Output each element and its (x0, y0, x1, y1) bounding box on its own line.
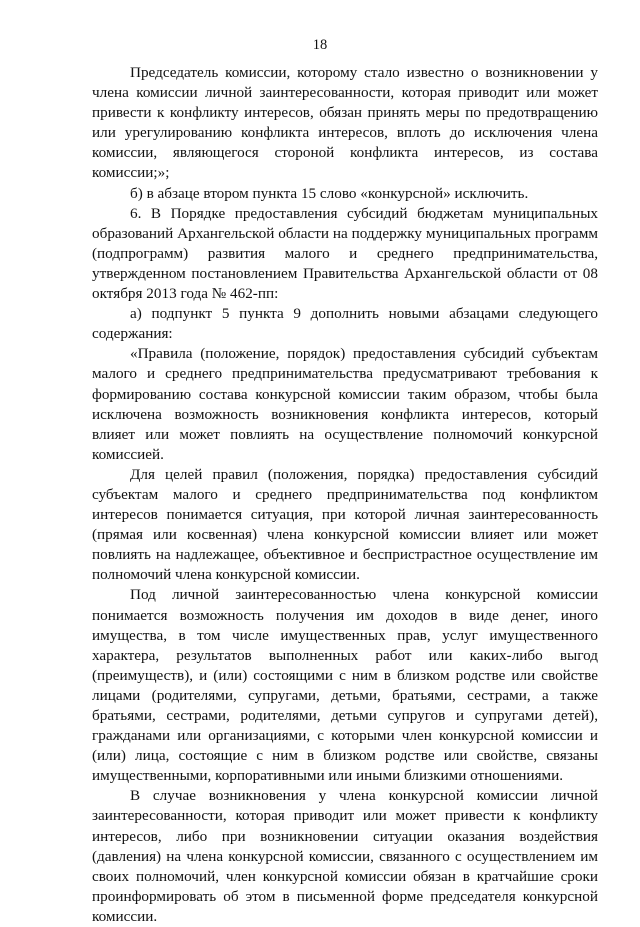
paragraph-notification-duty: В случае возникновения у члена конкурсной комиссии личной заинтересованности, которая приводит или может привести к конфликту интересов, либо при возникновении ситуации оказания воздействия (давления) на члена конкурсной комиссии, связанного с осуществлением им своих полномочий, член конкурсной комиссии обязан в кратчайшие сроки проинформировать об этом в письменной форме председателя конкурсной комиссии. (92, 787, 598, 925)
paragraph-personal-interest-definition: Под личной заинтересованностью члена конкурсной комиссии понимается возможность получения им доходов в виде денег, иного имущества, в том числе имущественных прав, услуг имущественного характера, результатов выполненных работ или каких-либо выгод (преимуществ), и (или) состоящими с ним в близком родстве или свойстве лицами (родителями, супругами, детьми, братьями, сестрами, а также братьями, сестрами, родителями, детьми супругов и супругами детей), гражданами или организациями, с которыми член конкурсной комиссии и (или) лица, состоящие с ним в близком родстве или свойстве, связаны имущественными, корпоративными или иными близкими отношениями. (92, 586, 598, 785)
paragraph-item-a: а) подпункт 5 пункта 9 дополнить новыми абзацами следующего содержания: (92, 305, 598, 343)
page-number: 18 (312, 37, 328, 53)
paragraph-rules-requirements: «Правила (положение, порядок) предоставления субсидий субъектам малого и среднего предпринимательства предусматривают требования к формированию состава конкурсной комиссии таким образом, чтобы была исключена возможность возникновения конфликта интересов, который влияет или может повлиять на осуществление полномочий конкурсной комиссией. (92, 345, 598, 463)
paragraph-item-6: 6. В Порядке предоставления субсидий бюджетам муниципальных образований Архангельской области на поддержку муниципальных программ (подпрограмм) развития малого и среднего предпринимательства, утвержденном постановлением Правительства Архангельской области от 08 октября 2013 года № 462-пп: (92, 204, 598, 303)
document-body (92, 63, 598, 927)
paragraph-conflict-definition: Для целей правил (положения, порядка) предоставления субсидий субъектам малого и среднего предпринимательства под конфликтом интересов понимается ситуация, при которой личная заинтересованность (прямая или косвенная) члена конкурсной комиссии влияет или может повлиять на надлежащее, объективное и беспристрастное осуществление им полномочий члена конкурсной комиссии. (92, 465, 598, 584)
paragraph-chairman-duty: Председатель комиссии, которому стало известно о возникновении у члена комиссии личной заинтересованности, которая приводит или может привести к конфликту интересов, обязан принять меры по предотвращению или урегулированию конфликта интересов, вплоть до исключения члена комиссии, являющегося стороной конфликта интересов, из состава комиссии;»; (92, 64, 598, 182)
paragraph-item-b: б) в абзаце втором пункта 15 слово «конкурсной» исключить. (130, 184, 529, 202)
